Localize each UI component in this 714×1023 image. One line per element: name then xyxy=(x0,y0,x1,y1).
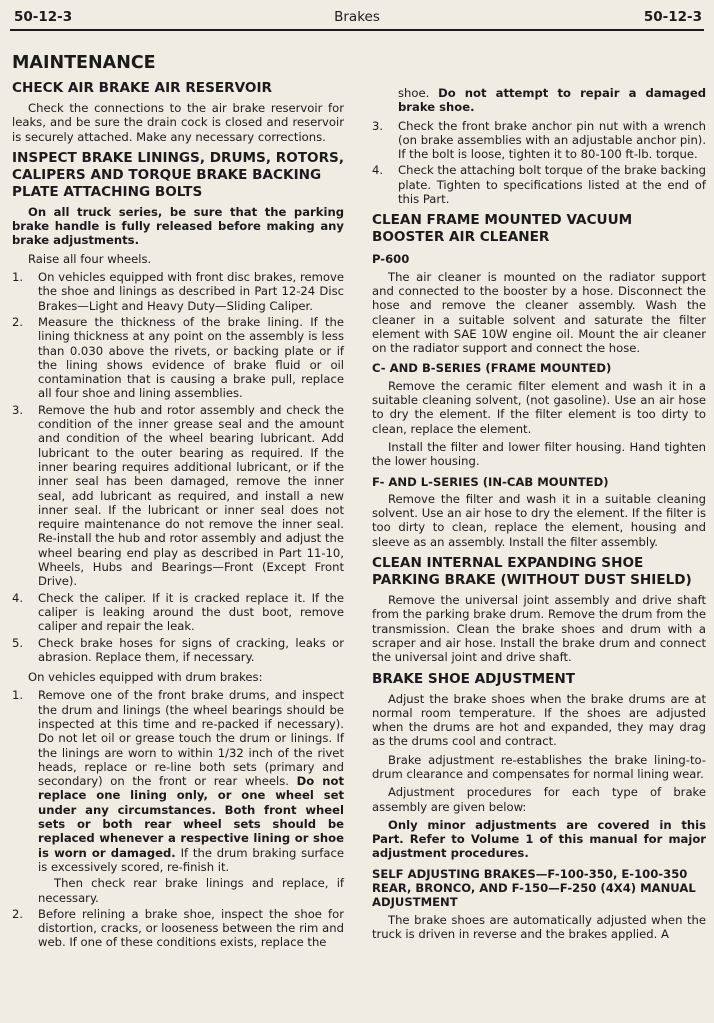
page-number-left: 50-12-3 xyxy=(14,9,73,25)
adjustment-text-2: Brake adjustment re-establishes the brake lining-to-drum clearance and compensates for normal lining wear. xyxy=(372,752,706,781)
drum-step1-followup: Then check rear brake linings and replace, if necessary. xyxy=(38,876,344,905)
self-adjusting-text: The brake shoes are automatically adjusted when the truck is driven in reverse and the brakes applied. A xyxy=(372,912,706,941)
anchor-steps xyxy=(372,119,706,207)
list-item: 4. Check the attaching bolt torque of the brake backing plate. Tighten to specifications listed at the end of this Part. xyxy=(372,163,706,207)
disc-steps xyxy=(12,270,344,664)
adjustment-text-3: Adjustment procedures for each type of brake assembly are given below: xyxy=(372,785,706,814)
list-item: 3. Remove the hub and rotor assembly and check the condition of the inner grease seal and the amount and condition of the wheel bearing lubricant. Add lubricant to the outer bearing as required. If the inner bearing requires additional lubricant, or if the inner seal has been damaged, remove the inner seal, add lubricant as required, and install a new inner seal. If the lubricant or inner seal does not require maintenance do not remove the inner seal. Re-install the hub and rotor assembly and adjust the wheel bearing end play as described in Part 11-10, Wheels, Hubs and Bearings—Front (Except Front Drive). xyxy=(12,402,344,589)
raise-text: Raise all four wheels. xyxy=(28,251,152,266)
list-item: 3. Check the front brake anchor pin nut with a wrench (on brake assemblies with an adjustable anchor pin). If the bolt is loose, tighten it to 80-100 ft-lb. torque. xyxy=(372,118,706,162)
cb-series-label: C- AND B-SERIES (FRAME MOUNTED) xyxy=(372,361,612,376)
list-item: 1. On vehicles equipped with front disc brakes, remove the shoe and linings as described in Part 12-24 Disc Brakes—Light and Heavy Duty—Sliding Caliper. xyxy=(12,270,344,313)
adjustment-note: Only minor adjustments are covered in this Part. Refer to Volume 1 of this manual for major adjustment procedures. xyxy=(372,817,706,861)
inspect-heading: INSPECT BRAKE LININGS, DRUMS, ROTORS, CALIPERS AND TORQUE BRAKE BACKING PLATE ATTACHING BOLTS xyxy=(12,149,345,200)
continued-text: shoe. Do not attempt to repair a damaged brake shoe. xyxy=(398,86,706,115)
inspect-warning: On all truck series, be sure that the parking brake handle is fully released before making any brake adjustments. xyxy=(12,204,344,248)
adjustment-text-1: Adjust the brake shoes when the brake drums are at normal room temperature. If the shoes are adjusted when the drums are hot and expanded, they may drag as the drums cool and contract. xyxy=(372,691,706,749)
list-item: 5. Check brake hoses for signs of cracking, leaks or abrasion. Replace them, if necessary. xyxy=(12,635,344,664)
p600-text: The air cleaner is mounted on the radiator support and connected to the booster by a hose. Disconnect the hose and remove the cleaner assembly. Wash the cleaner in a suitable solvent and saturate the filter element with SAE 10W engine oil. Mount the air cleaner on the radiator support and connect the hose. xyxy=(372,269,706,356)
vacuum-heading: CLEAN FRAME MOUNTED VACUUM BOOSTER AIR CLEANER xyxy=(372,212,633,246)
drum-intro: On vehicles equipped with drum brakes: xyxy=(28,670,263,685)
list-item: 2. Measure the thickness of the brake lining. If the lining thickness at any point on the assembly is less than 0.030 above the rivets, or backing plate or if the lining shows evidence of brake fluid or oil contamination that is causing a brake pull, replace all four shoe and lining assemblies. xyxy=(12,314,344,401)
fl-series-label: F- AND L-SERIES (IN-CAB MOUNTED) xyxy=(372,474,609,489)
page-header xyxy=(10,5,704,31)
self-adjusting-heading: SELF ADJUSTING BRAKES—F-100-350, E-100-350 REAR, BRONCO, AND F-150—F-250 (4X4) MANUAL ADJUSTMENT xyxy=(372,866,696,910)
drum-steps xyxy=(12,688,344,949)
running-title: Brakes xyxy=(334,9,380,25)
reservoir-heading: CHECK AIR BRAKE AIR RESERVOIR xyxy=(12,80,273,96)
left-column xyxy=(12,50,344,954)
cb-series-text-2: Install the filter and lower filter housing. Hand tighten the lower housing. xyxy=(372,439,706,469)
reservoir-text: Check the connections to the air brake reservoir for leaks, and be sure the drain cock is closed and reservoir is securely attached. Make any necessary corrections. xyxy=(12,101,344,144)
section-title: MAINTENANCE xyxy=(12,53,156,73)
fl-series-text: Remove the filter and wash it in a suitable cleaning solvent. Use an air hose to dry the element. If the filter is too dirty to clean, replace the element, housing and sleeve as an assembly. Install the filter assembly. xyxy=(372,491,706,549)
list-item: 1. Remove one of the front brake drums, and inspect the drum and linings (the wheel bearings should be inspected at this time and re-packed if necessary). Do not let oil or grease touch the drum or linings. If the linings are worn to within 1/32 inch of the rivet heads, replace or re-line both sets (primary and secondary) on the front or rear wheels. Do not replace one lining only, or one wheel set under any circumstances. Both front wheel sets or both rear wheel sets should be replaced whenever a respective lining or shoe is worn or damaged. If the drum braking surface is excessively scored, re-finish it. Then check rear brake linings and replace, if necessary. xyxy=(12,688,344,905)
parking-brake-heading: CLEAN INTERNAL EXPANDING SHOE PARKING BRAKE (WITHOUT DUST SHIELD) xyxy=(372,555,692,589)
adjustment-heading: BRAKE SHOE ADJUSTMENT xyxy=(372,670,576,687)
parking-brake-text: Remove the universal joint assembly and drive shaft from the parking brake drum. Remove the drum from the transmission. Clean the brake shoes and drum with a scraper and air hose. Install the brake drum and connect the universal joint and drive shaft. xyxy=(372,593,706,665)
right-column xyxy=(372,50,706,945)
list-item: 4. Check the caliper. If it is cracked replace it. If the caliper is leaking around the dust boot, remove caliper and repair the leak. xyxy=(12,590,344,634)
page-number-right: 50-12-3 xyxy=(643,9,702,25)
cb-series-text-1: Remove the ceramic filter element and wash it in a suitable cleaning solvent, (not gasoline). Use an air hose to dry the element. If the filter element is too dirty to clean, replace the element. xyxy=(372,378,706,436)
list-item: 2. Before relining a brake shoe, inspect the shoe for distortion, cracks, or looseness between the rim and web. If one of these conditions exists, replace the xyxy=(12,906,344,950)
p600-label: P-600 xyxy=(372,252,410,267)
